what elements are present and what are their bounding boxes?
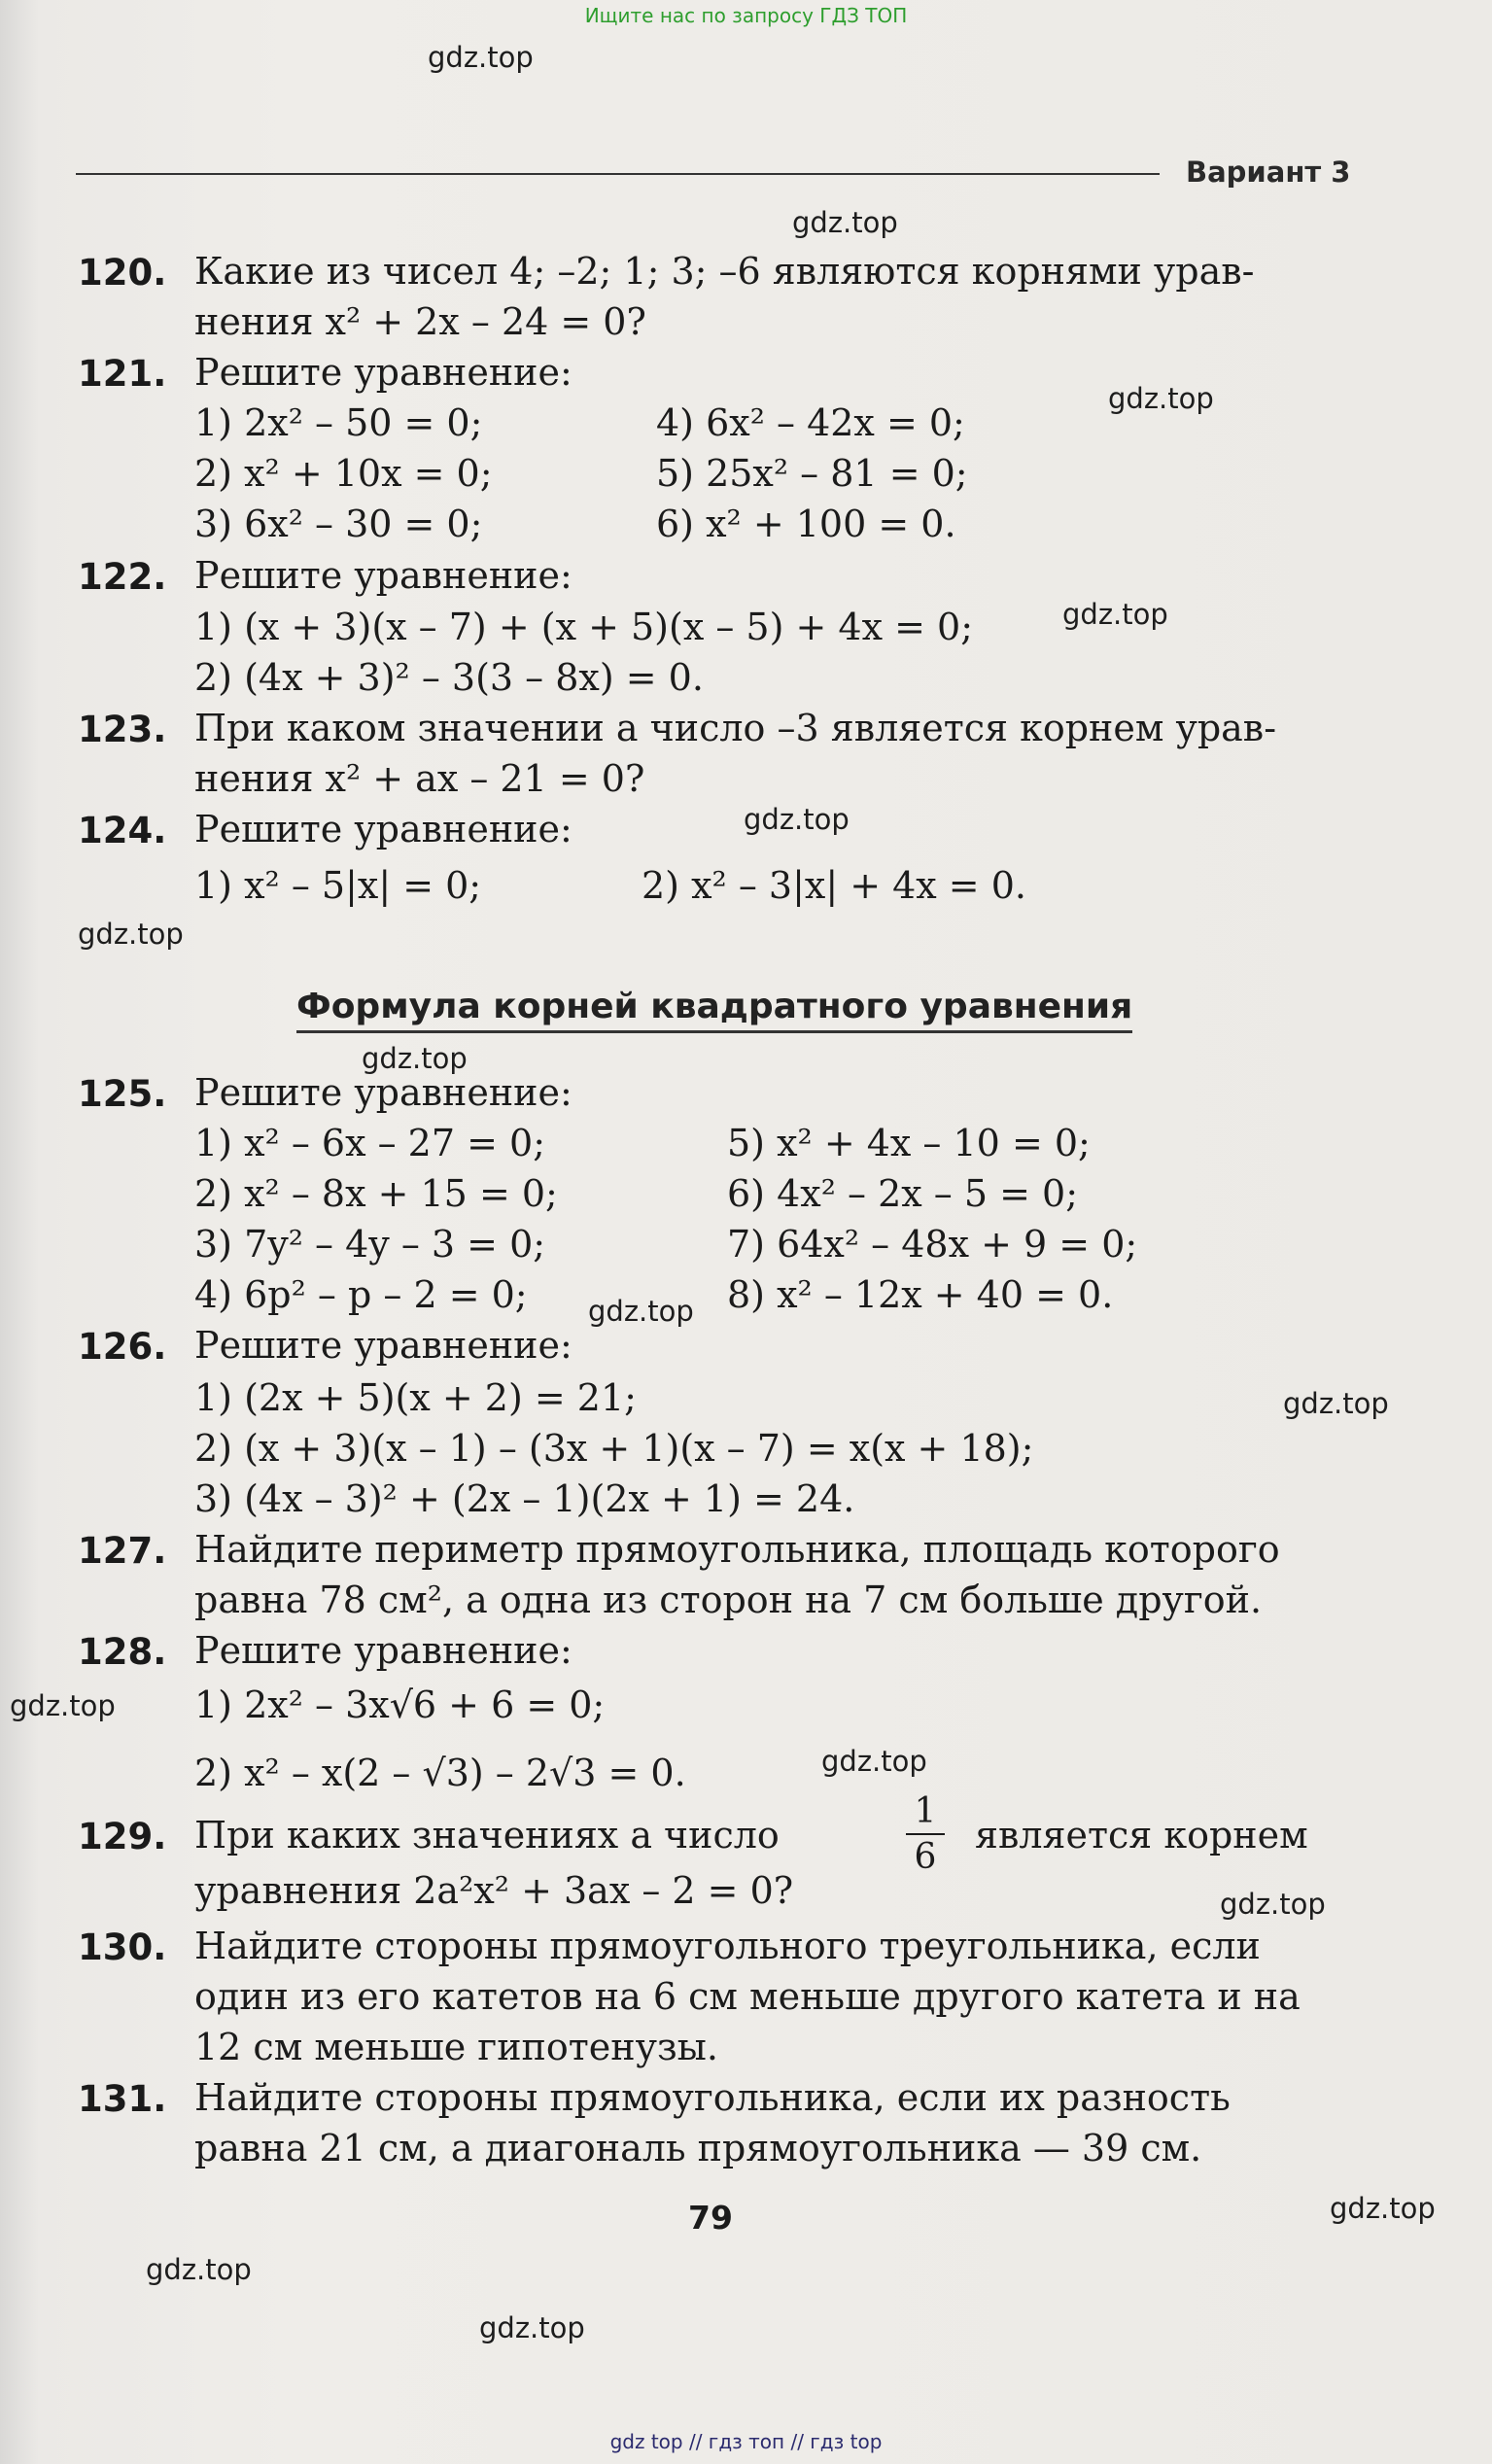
equation-item: 2) x² – 3|x| + 4x = 0. (642, 864, 1026, 907)
watermark: gdz.top (10, 1689, 116, 1722)
problem-title: Решите уравнение: (194, 1324, 573, 1367)
equation-item: 1) x² – 6x – 27 = 0; (194, 1122, 545, 1164)
problem-text: уравнения 2a²x² + 3ax – 2 = 0? (194, 1869, 794, 1912)
fraction-bar (906, 1833, 945, 1835)
problem-number: 120. (78, 252, 167, 294)
problem-text: равна 78 см², а одна из сторон на 7 см больше другой. (194, 1579, 1263, 1621)
problem-text: Найдите стороны прямоугольника, если их разность (194, 2076, 1231, 2119)
watermark: gdz.top (792, 206, 898, 239)
watermark: gdz.top (588, 1295, 694, 1328)
watermark: gdz.top (1330, 2192, 1436, 2225)
watermark: gdz.top (1220, 1888, 1326, 1921)
watermark: gdz.top (1108, 382, 1214, 415)
equation-item: 2) x² + 10x = 0; (194, 452, 493, 495)
top-banner-link[interactable]: Ищите нас по запросу ГДЗ ТОП (584, 4, 908, 27)
equation-item: 5) 25x² – 81 = 0; (656, 452, 968, 495)
equation-item: 7) 64x² – 48x + 9 = 0; (727, 1223, 1138, 1266)
problem-text: Найдите стороны прямоугольного треугольника, если (194, 1925, 1261, 1967)
problem-number: 127. (78, 1530, 167, 1572)
page-number: 79 (688, 2199, 733, 2237)
equation-item: 6) 4x² – 2x – 5 = 0; (727, 1172, 1078, 1215)
watermark: gdz.top (1062, 598, 1168, 631)
equation-item: 1) 2x² – 3x√6 + 6 = 0; (194, 1683, 606, 1726)
problem-text: является корнем (975, 1814, 1308, 1857)
equation-item: 4) 6p² – p – 2 = 0; (194, 1273, 528, 1316)
problem-text: 12 см меньше гипотенузы. (194, 2026, 718, 2068)
watermark: gdz.top (1283, 1387, 1389, 1420)
equation-item: 1) 2x² – 50 = 0; (194, 401, 483, 444)
problem-text: нения x² + ax – 21 = 0? (194, 757, 645, 800)
problem-number: 124. (78, 810, 167, 851)
problem-title: Решите уравнение: (194, 554, 573, 597)
problem-number: 129. (78, 1816, 167, 1857)
equation-item: 2) x² – 8x + 15 = 0; (194, 1172, 558, 1215)
equation-item: 2) (x + 3)(x – 1) – (3x + 1)(x – 7) = x(x + 18); (194, 1427, 1034, 1470)
equation-item: 1) (x + 3)(x – 7) + (x + 5)(x – 5) + 4x = 0; (194, 606, 974, 648)
problem-text: один из его катетов на 6 см меньше другого катета и на (194, 1975, 1301, 2018)
problem-text: нения x² + 2x – 24 = 0? (194, 300, 646, 343)
problem-number: 126. (78, 1326, 167, 1368)
problem-number: 125. (78, 1073, 167, 1115)
equation-item: 6) x² + 100 = 0. (656, 503, 956, 545)
problem-number: 123. (78, 709, 167, 750)
problem-number: 131. (78, 2078, 167, 2120)
equation-item: 3) 7y² – 4y – 3 = 0; (194, 1223, 546, 1266)
watermark: gdz.top (428, 41, 534, 74)
watermark: gdz.top (479, 2311, 585, 2344)
equation-item: 2) x² – x(2 – √3) – 2√3 = 0. (194, 1752, 686, 1794)
watermark: gdz.top (78, 918, 184, 951)
equation-item: 3) (4x – 3)² + (2x – 1)(2x + 1) = 24. (194, 1477, 855, 1520)
fraction-one-sixth (906, 1791, 945, 1877)
bottom-banner-links[interactable]: gdz top // гдз топ // гдз top (609, 2430, 883, 2453)
watermark: gdz.top (821, 1745, 927, 1778)
fraction-denominator: 6 (914, 1837, 937, 1877)
problem-title: Решите уравнение: (194, 1629, 573, 1672)
equation-item: 4) 6x² – 42x = 0; (656, 401, 965, 444)
equation-item: 5) x² + 4x – 10 = 0; (727, 1122, 1091, 1164)
problem-text: При каких значениях a число (194, 1814, 780, 1857)
problem-title: Решите уравнение: (194, 1071, 573, 1114)
problem-number: 122. (78, 556, 167, 598)
problem-number: 128. (78, 1631, 167, 1673)
section-title: Формула корней квадратного уравнения (296, 987, 1132, 1033)
equation-item: 1) (2x + 5)(x + 2) = 21; (194, 1376, 637, 1419)
equation-item: 3) 6x² – 30 = 0; (194, 503, 483, 545)
equation-item: 1) x² – 5|x| = 0; (194, 864, 482, 907)
problem-number: 121. (78, 353, 167, 395)
problem-title: Решите уравнение: (194, 351, 573, 394)
problem-text: равна 21 см, а диагональ прямоугольника — 39 см. (194, 2127, 1202, 2169)
watermark: gdz.top (362, 1042, 468, 1075)
problem-text: При каком значении a число –3 является корнем урав- (194, 707, 1277, 749)
problem-text: Найдите периметр прямоугольника, площадь которого (194, 1528, 1280, 1571)
header-rule (76, 173, 1160, 175)
problem-text: Какие из чисел 4; –2; 1; 3; –6 являются корнями урав- (194, 250, 1255, 293)
equation-item: 2) (4x + 3)² – 3(3 – 8x) = 0. (194, 656, 704, 699)
problem-number: 130. (78, 1926, 167, 1968)
variant-label: Вариант 3 (1186, 156, 1351, 189)
watermark: gdz.top (744, 803, 850, 836)
watermark: gdz.top (146, 2253, 252, 2286)
problem-title: Решите уравнение: (194, 808, 573, 850)
fraction-numerator: 1 (914, 1791, 937, 1831)
equation-item: 8) x² – 12x + 40 = 0. (727, 1273, 1114, 1316)
